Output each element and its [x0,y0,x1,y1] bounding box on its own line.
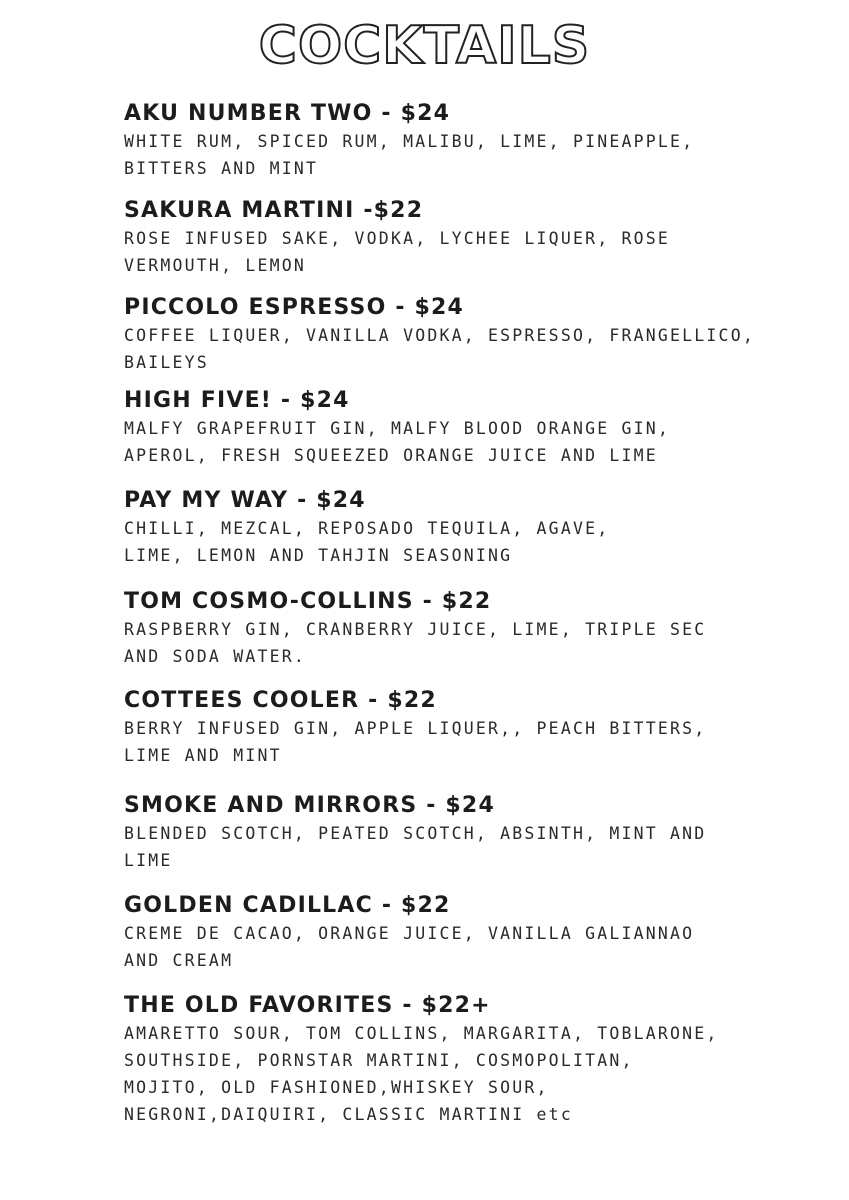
description-line: VERMOUTH, LEMON [124,256,307,275]
menu-item [124,387,804,469]
description-line: CREME DE CACAO, ORANGE JUICE, VANILLA GALIANNAO [124,924,695,943]
menu-item [124,892,804,974]
menu-item-name: COTTEES COOLER - $22 [124,688,437,713]
menu-item-name: PICCOLO ESPRESSO - $24 [124,295,465,320]
menu-item-description [124,715,804,769]
menu-item-description [124,225,804,279]
menu-item [124,992,804,1128]
menu-item-name: HIGH FIVE! - $24 [124,388,350,413]
description-line: SOUTHSIDE, PORNSTAR MARTINI, COSMOPOLITAN, [124,1051,634,1070]
description-line: COFFEE LIQUER, VANILLA VODKA, ESPRESSO, FRANGELLICO, [124,326,755,345]
description-line: AMARETTO SOUR, TOM COLLINS, MARGARITA, TOBLARONE, [124,1024,719,1043]
menu-item-description [124,1020,804,1128]
description-line: APEROL, FRESH SQUEEZED ORANGE JUICE AND LIME [124,446,658,465]
menu-item-description [124,920,804,974]
menu-item-description [124,322,804,376]
menu-item-name: PAY MY WAY - $24 [124,488,366,513]
description-line: ROSE INFUSED SAKE, VODKA, LYCHEE LIQUER, ROSE [124,229,671,248]
menu-item-name: GOLDEN CADILLAC - $22 [124,893,451,918]
menu-item-description [124,128,804,182]
menu-item-name: THE OLD FAVORITES - $22+ [124,993,491,1018]
description-line: AND SODA WATER. [124,647,307,666]
description-line: BAILEYS [124,353,209,372]
menu-item-name: SAKURA MARTINI -$22 [124,198,424,223]
menu-item [124,588,804,670]
menu-item [124,197,804,279]
description-line: BLENDED SCOTCH, PEATED SCOTCH, ABSINTH, MINT AND [124,824,707,843]
description-line: MOJITO, OLD FASHIONED,WHISKEY SOUR, [124,1078,549,1097]
description-line: NEGRONI,DAIQUIRI, CLASSIC MARTINI etc [124,1105,573,1124]
menu-item [124,100,804,182]
description-line: LIME, LEMON AND TAHJIN SEASONING [124,546,513,565]
page-title: COCKTAILS [258,16,591,76]
menu-item [124,687,804,769]
description-line: LIME [124,851,173,870]
menu-item-description [124,415,804,469]
menu-item-name: TOM COSMO-COLLINS - $22 [124,589,492,614]
menu-item [124,487,804,569]
menu-item-description [124,820,804,874]
menu-item-name: AKU NUMBER TWO - $24 [124,101,451,126]
description-line: BITTERS AND MINT [124,159,319,178]
menu-item-name: SMOKE AND MIRRORS - $24 [124,793,495,818]
menu-item [124,294,804,376]
menu-item-description [124,616,804,670]
description-line: WHITE RUM, SPICED RUM, MALIBU, LIME, PINEAPPLE, [124,132,695,151]
description-line: MALFY GRAPEFRUIT GIN, MALFY BLOOD ORANGE GIN, [124,419,671,438]
menu-item [124,792,804,874]
description-line: RASPBERRY GIN, CRANBERRY JUICE, LIME, TRIPLE SEC [124,620,707,639]
description-line: AND CREAM [124,951,234,970]
description-line: CHILLI, MEZCAL, REPOSADO TEQUILA, AGAVE, [124,519,610,538]
description-line: BERRY INFUSED GIN, APPLE LIQUER,, PEACH BITTERS, [124,719,707,738]
description-line: LIME AND MINT [124,746,282,765]
menu-item-description [124,515,804,569]
